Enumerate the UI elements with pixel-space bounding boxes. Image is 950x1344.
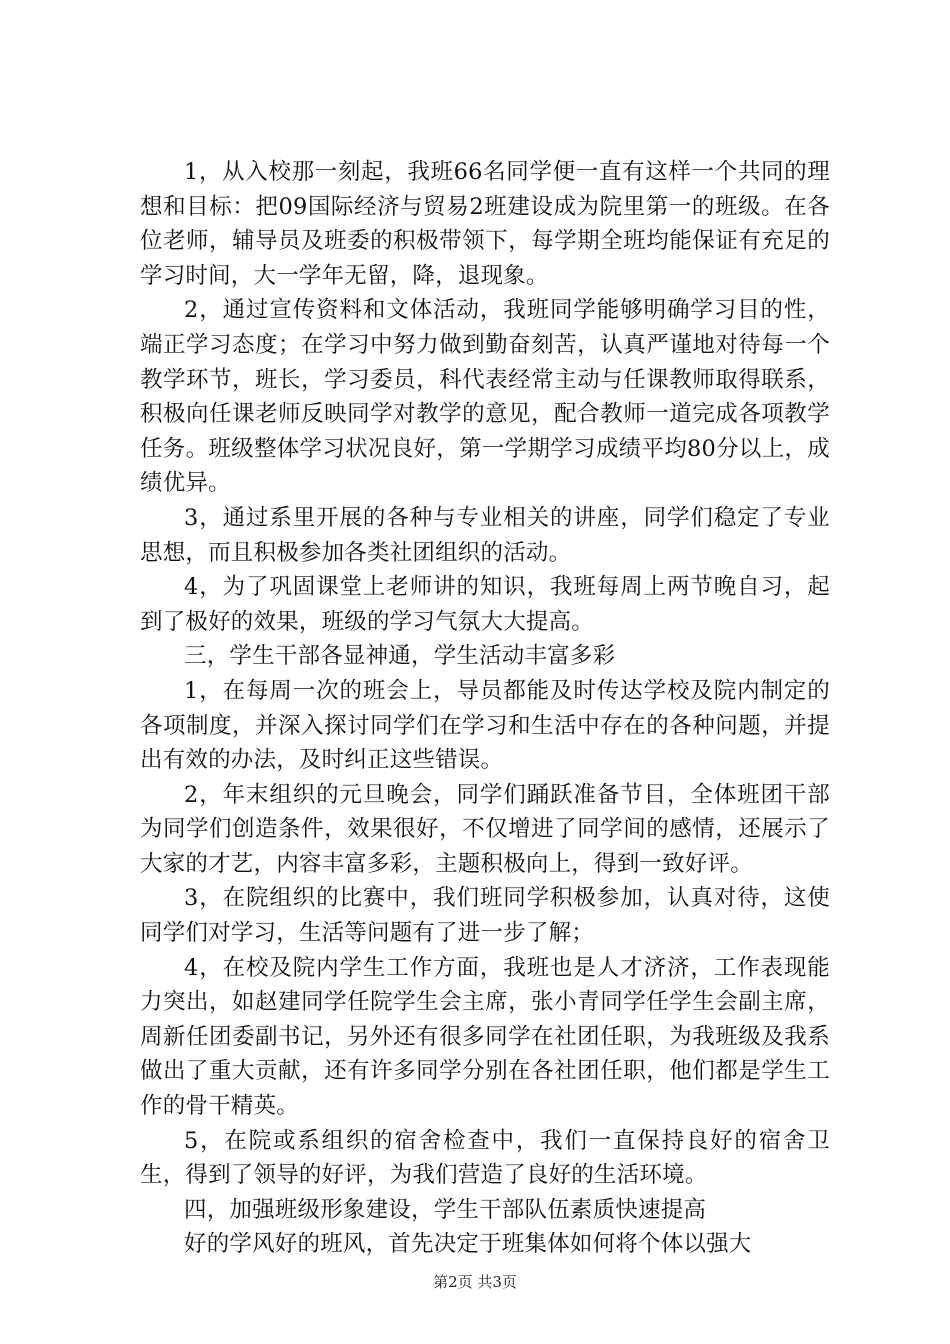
section-heading-4: 四，加强班级形象建设，学生干部队伍素质快速提高 bbox=[184, 1196, 707, 1223]
paragraph-6: 2，年末组织的元旦晚会，同学们踊跃准备节目，全体班团干部为同学们创造条件，效果很好，不仅增进了同学间的感情，还展示了大家的才艺，内容丰富多彩，主题积极向上，得到一致好评。 bbox=[140, 781, 830, 877]
paragraph-3: 3，通过系里开展的各种与专业相关的讲座，同学们稳定了专业思想，而且积极参加各类社团组织的活动。 bbox=[140, 504, 830, 566]
page-footer: 第2页 共3页 bbox=[433, 1273, 517, 1291]
paragraph-7: 3，在院组织的比赛中，我们班同学积极参加，认真对待，这使同学们对学习，生活等问题有了进一步了解； bbox=[140, 885, 830, 947]
paragraph-9: 5，在院或系组织的宿舍检查中，我们一直保持良好的宿舍卫生，得到了领导的好评，为我们营造了良好的生活环境。 bbox=[140, 1127, 830, 1189]
paragraph-4: 4，为了巩固课堂上老师讲的知识，我班每周上两节晚自习，起到了极好的效果，班级的学习气氛大大提高。 bbox=[140, 574, 830, 635]
paragraph-2: 2，通过宣传资料和文体活动，我班同学能够明确学习目的性，端正学习态度；在学习中努力做到勤奋刻苦，认真严谨地对待每一个教学环节，班长，学习委员，科代表经常主动与任课教师取得联系，积极向任课老师反映同学对教学的意见，配合教师一道完成各项教学任务。班级整体学习状况良好，第一学期学习成绩平均80分以上，成绩优异。 bbox=[140, 297, 830, 497]
paragraph-8: 4，在校及院内学生工作方面，我班也是人才济济，工作表现能力突出，如赵建同学任院学生会主席，张小青同学任学生会副主席，周新任团委副书记，另外还有很多同学在社团任职，为我班级及我系做出了重大贡献，还有许多同学分别在各社团任职，他们都是学生工作的骨干精英。 bbox=[140, 954, 830, 1120]
paragraph-10: 好的学风好的班风，首先决定于班集体如何将个体以强大 bbox=[184, 1231, 752, 1258]
section-heading-3: 三，学生干部各显神通，学生活动丰富多彩 bbox=[184, 643, 616, 670]
document-body bbox=[140, 155, 830, 1262]
paragraph-1: 1，从入校那一刻起，我班66名同学便一直有这样一个共同的理想和目标：把09国际经济与贸易2班建设成为院里第一的班级。在各位老师，辅导员及班委的积极带领下，每学期全班均能保证有充足的学习时间，大一学年无留，降，退现象。 bbox=[140, 159, 830, 289]
paragraph-5: 1，在每周一次的班会上，导员都能及时传达学校及院内制定的各项制度，并深入探讨同学们在学习和生活中存在的各种问题，并提出有效的办法，及时纠正这些错误。 bbox=[140, 677, 830, 774]
